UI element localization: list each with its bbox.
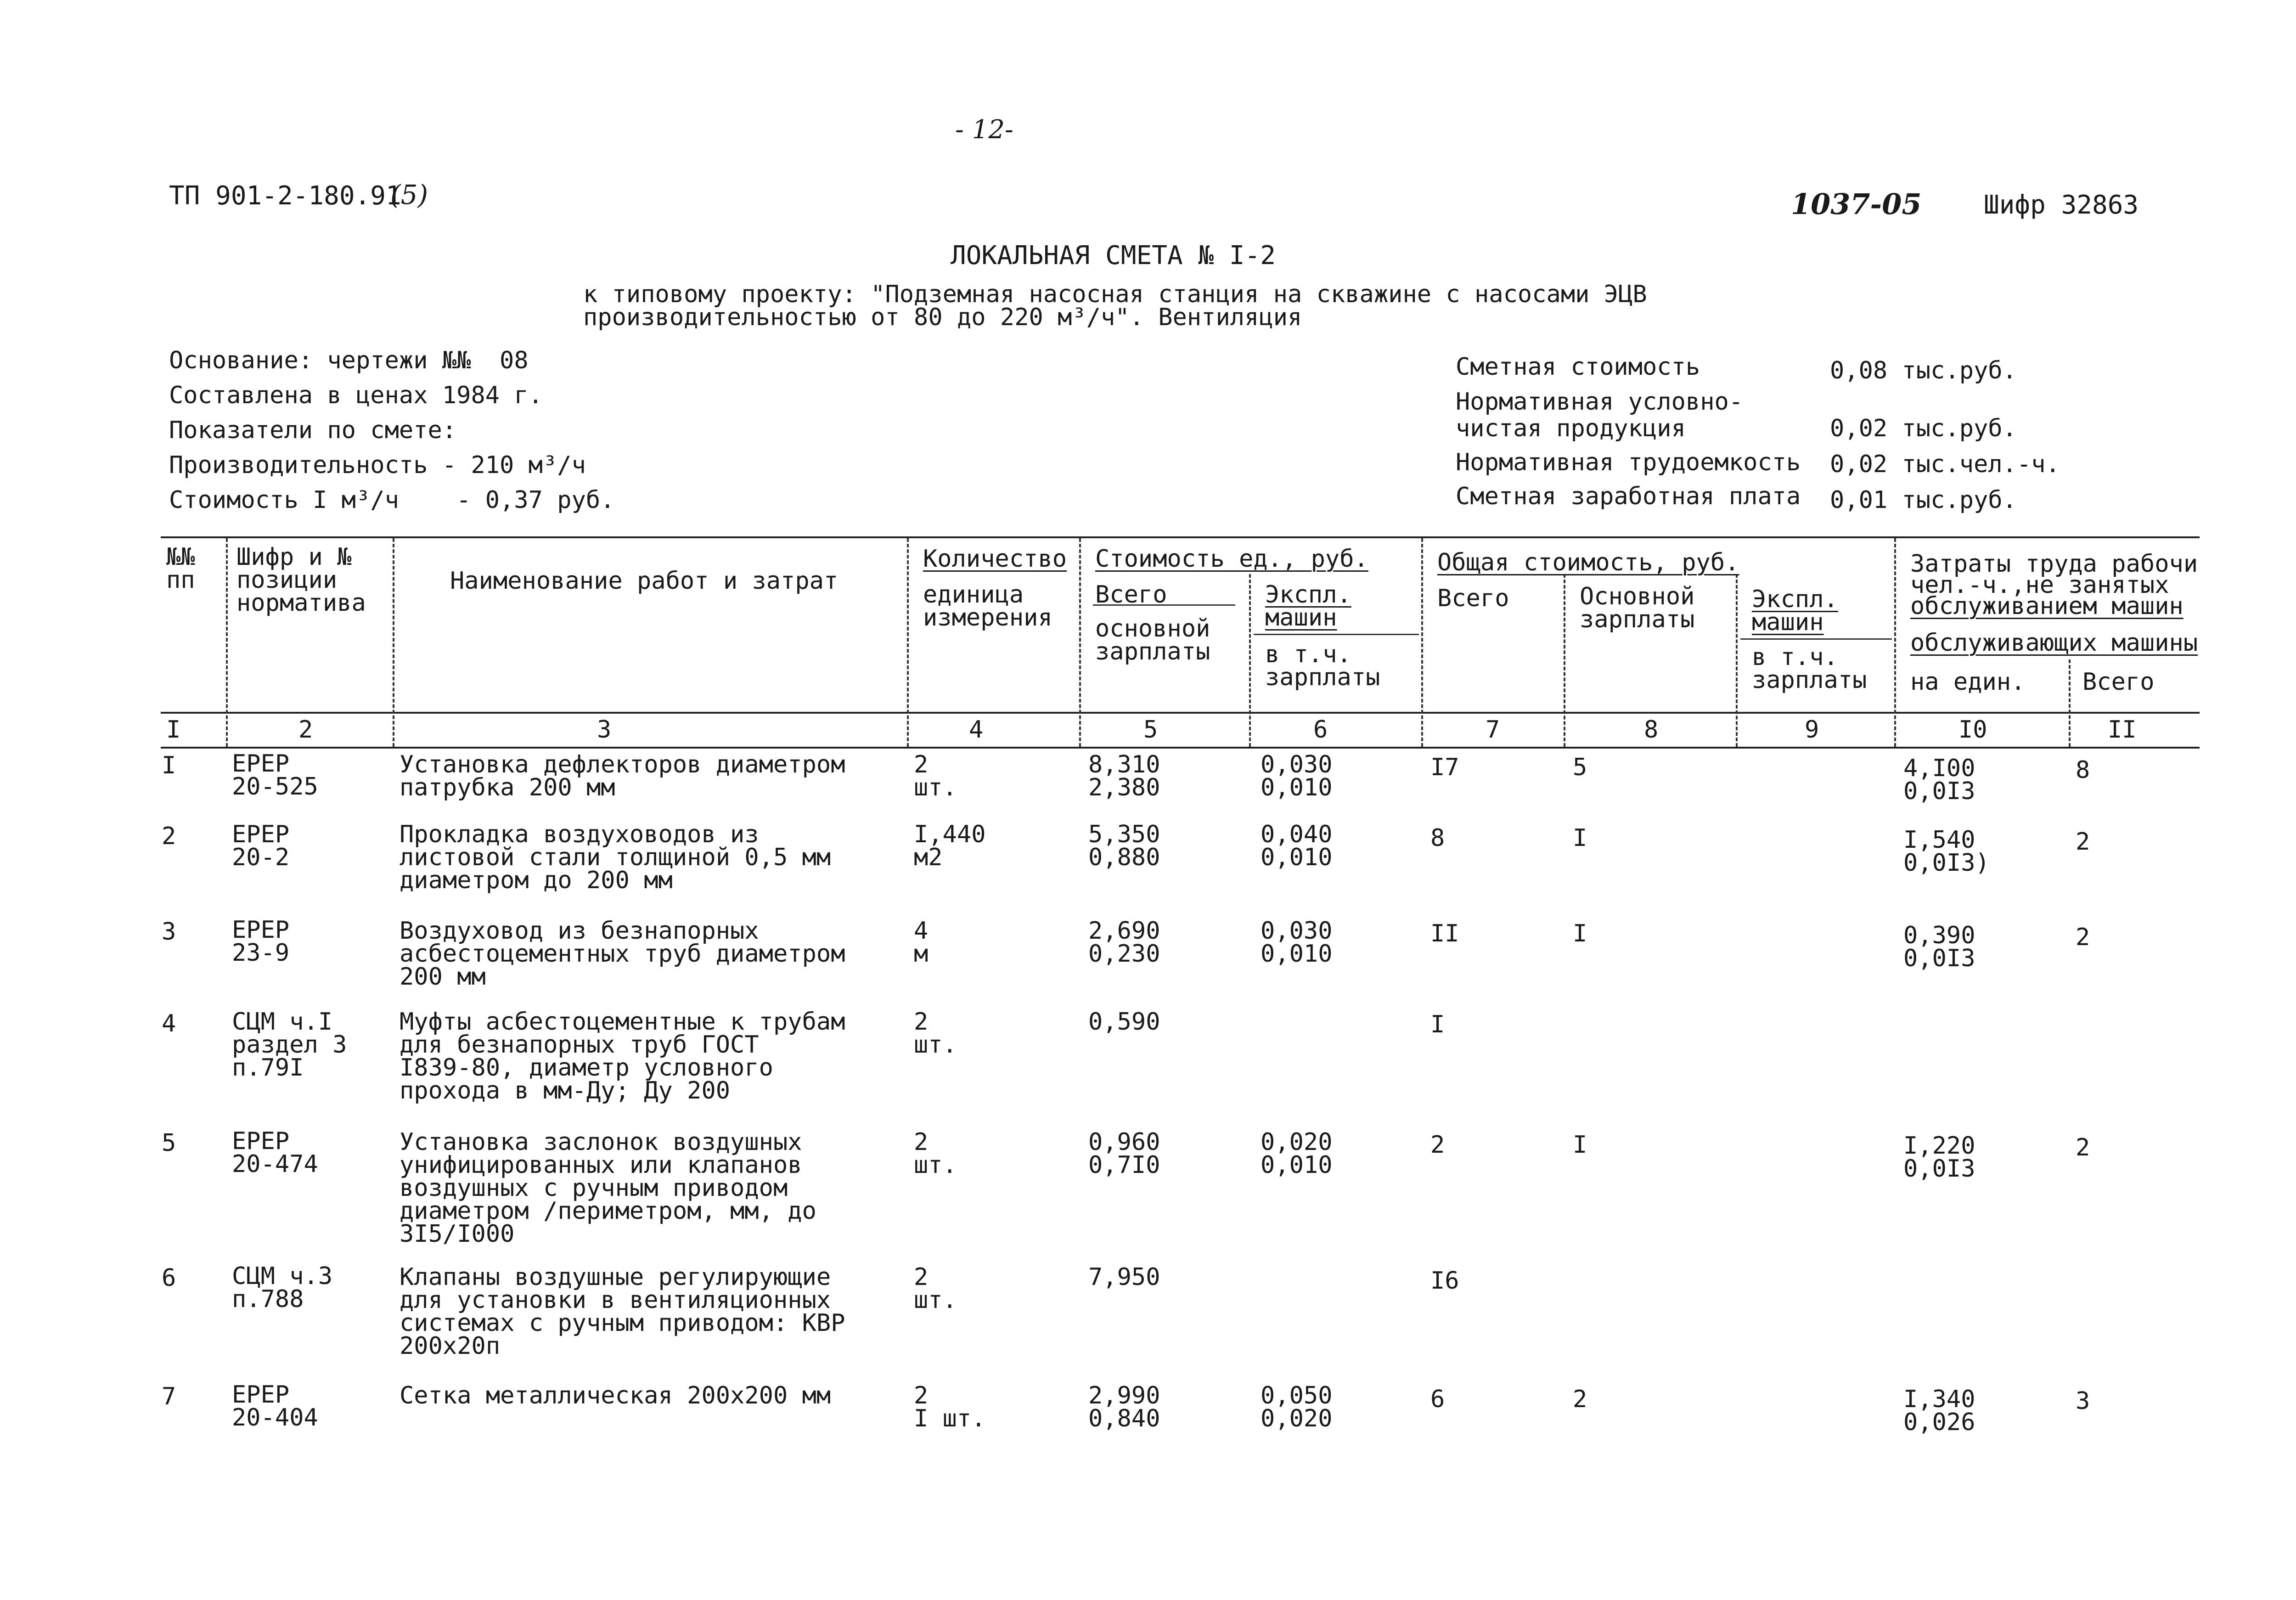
row-7-machines: 0,050 0,020 (1261, 1382, 1333, 1432)
col-sep-10 (2069, 659, 2071, 747)
subtitle-line-2: производительностью от 80 до 220 м³/ч". Вентиляция (583, 304, 1302, 331)
row-6-total: I6 (1430, 1267, 1459, 1295)
col-number-7: 7 (1486, 716, 1500, 744)
row-7-quantity: 2 I шт. (914, 1382, 986, 1432)
header-quantity: Количество (923, 545, 1067, 573)
row-1-salary: 5 (1573, 754, 1587, 781)
header-unit-cost-group: Стоимость ед., руб. (1095, 545, 1368, 573)
row-1-name: Установка дефлекторов диаметром патрубка 200 мм (400, 751, 845, 801)
header-labor-total: Всего (2082, 668, 2155, 696)
header-total-cost-total: Всего (1437, 585, 1509, 612)
row-3-labor-unit: 0,390 0,0I3 (1903, 922, 1975, 972)
info-wage-value: 0,01 тыс.руб. (1830, 486, 2017, 514)
col-number-4: 4 (969, 716, 984, 744)
row-1-labor-total: 8 (2076, 756, 2090, 784)
table-numbers-rule (161, 747, 2200, 749)
col-sep-5 (1249, 574, 1251, 747)
row-3-salary: I (1573, 920, 1587, 947)
info-labor-value: 0,02 тыс.чел.-ч. (1830, 451, 2060, 478)
col-sep-2 (393, 538, 394, 747)
row-6-quantity: 2 шт. (914, 1263, 957, 1314)
header-work-name: Наименование работ и затрат (450, 567, 838, 595)
row-5-number: 5 (162, 1129, 176, 1157)
header-unit-cost-machines: Экспл. машин (1265, 581, 1351, 631)
col-sep-7 (1564, 574, 1565, 747)
info-estimated-cost-value: 0,08 тыс.руб. (1830, 357, 2017, 384)
header-labor-group-line-3: обслуживанием машин (1910, 592, 2183, 620)
header-unit-measure: единица измерения (923, 581, 1052, 631)
handwritten-code: 1037-05 (1791, 187, 1922, 221)
row-6-code: СЦМ ч.3 п.788 (232, 1262, 333, 1313)
row-4-name: Муфты асбестоцементные к трубам для безнапорных труб ГОСТ I839-80, диаметр условного прохода в мм-Ду; Ду 200 (400, 1008, 845, 1104)
row-7-labor-total: 3 (2076, 1387, 2090, 1415)
row-2-quantity: I,440 м2 (914, 821, 986, 871)
row-6-number: 6 (162, 1264, 176, 1292)
col-sep-1 (226, 538, 228, 747)
row-3-number: 3 (162, 918, 176, 946)
table-top-rule (161, 536, 2200, 538)
info-estimated-cost-label: Сметная стоимость (1456, 353, 1700, 381)
info-net-product-label: Нормативная условно- чистая продукция (1456, 388, 1744, 442)
header-labor-group-line-1: Затраты труда рабочи (1910, 550, 2198, 578)
header-labor-group-line-2: чел.-ч.,не занятых (1910, 571, 2169, 599)
info-labor-label: Нормативная трудоемкость (1456, 449, 1801, 476)
row-5-quantity: 2 шт. (914, 1128, 957, 1179)
info-indicators: Показатели по смете: (169, 417, 457, 444)
row-3-unit-cost: 2,690 0,230 (1088, 917, 1160, 968)
row-2-total: 8 (1430, 824, 1445, 852)
col-number-5: 5 (1143, 716, 1158, 744)
document-code-suffix: (5) (390, 179, 428, 210)
row-4-total: I (1430, 1011, 1445, 1038)
header-labor-per-unit: на един. (1910, 668, 2026, 696)
col-sep-3 (907, 538, 909, 747)
row-1-unit-cost: 8,310 2,380 (1088, 751, 1160, 801)
info-prices: Составлена в ценах 1984 г. (169, 382, 543, 409)
info-wage-label: Сметная заработная плата (1456, 483, 1801, 510)
header-total-cost-machines: Экспл. машин (1752, 586, 1838, 636)
row-1-code: ЕРЕР 20-525 (232, 750, 318, 800)
header-row-number: №№ пп (166, 543, 195, 594)
row-5-labor-unit: I,220 0,0I3 (1903, 1132, 1975, 1183)
row-4-unit-cost: 0,590 (1088, 1008, 1160, 1036)
subtitle-line-1: к типовому проекту: "Подземная насосная станция на скважине с насосами ЭЦВ (583, 281, 1647, 308)
row-5-code: ЕРЕР 20-474 (232, 1127, 318, 1178)
col-number-8: 8 (1644, 716, 1659, 744)
page-number: - 12- (955, 115, 1013, 145)
rule-total-machines (1740, 638, 1892, 640)
row-5-salary: I (1573, 1131, 1587, 1159)
col-number-1: I (166, 716, 181, 744)
row-7-number: 7 (162, 1383, 176, 1410)
row-2-labor-total: 2 (2076, 828, 2090, 856)
row-3-name: Воздуховод из безнапорных асбестоцементных труб диаметром 200 мм (400, 917, 845, 991)
header-labor-group-line-4: обслуживающих машины (1910, 629, 2198, 657)
row-2-salary: I (1573, 824, 1587, 852)
rule-unit-machines (1254, 634, 1419, 635)
row-1-quantity: 2 шт. (914, 751, 957, 801)
row-4-code: СЦМ ч.I раздел 3 п.79I (232, 1008, 347, 1082)
col-number-9: 9 (1805, 716, 1819, 744)
header-unit-cost-total: Всего (1095, 581, 1167, 608)
col-sep-4 (1079, 538, 1081, 747)
cipher: Шифр 32863 (1984, 190, 2139, 220)
row-1-number: I (162, 752, 176, 779)
row-7-total: 6 (1430, 1386, 1445, 1413)
row-1-total: I7 (1430, 754, 1459, 781)
row-7-name: Сетка металлическая 200х200 мм (400, 1382, 831, 1409)
row-3-quantity: 4 м (914, 917, 929, 968)
row-7-labor-unit: I,340 0,026 (1903, 1386, 1975, 1436)
header-unit-cost-incl-salary: в т.ч. зарплаты (1265, 641, 1380, 691)
row-2-unit-cost: 5,350 0,880 (1088, 821, 1160, 871)
row-2-number: 2 (162, 823, 176, 850)
estimate-title: ЛОКАЛЬНАЯ СМЕТА № I-2 (951, 241, 1276, 270)
row-4-number: 4 (162, 1010, 176, 1037)
row-2-labor-unit: I,540 0,0I3) (1903, 826, 1990, 877)
info-net-product-value: 0,02 тыс.руб. (1830, 415, 2017, 442)
document-code: ТП 901-2-180.91 (169, 181, 401, 211)
col-number-6: 6 (1313, 716, 1328, 744)
row-3-machines: 0,030 0,010 (1261, 917, 1333, 968)
row-1-labor-unit: 4,I00 0,0I3 (1903, 755, 1975, 805)
header-total-cost-incl-salary: в т.ч. зарплаты (1752, 643, 1867, 694)
row-2-machines: 0,040 0,010 (1261, 821, 1333, 871)
row-7-code: ЕРЕР 20-404 (232, 1381, 318, 1431)
header-norm-code: Шифр и № позиции норматива (236, 543, 366, 617)
col-sep-9 (1894, 538, 1896, 747)
header-total-cost-group: Общая стоимость, руб. (1437, 549, 1739, 576)
info-capacity: Производительность - 210 м³/ч (169, 451, 586, 479)
row-3-total: II (1430, 920, 1459, 947)
info-basis: Основание: чертежи №№ 08 (169, 347, 529, 374)
row-5-labor-total: 2 (2076, 1134, 2090, 1161)
col-number-11: II (2108, 716, 2137, 744)
row-1-machines: 0,030 0,010 (1261, 751, 1333, 801)
info-unit-cost: Стоимость I м³/ч - 0,37 руб. (169, 486, 615, 514)
row-2-name: Прокладка воздуховодов из листовой стали толщиной 0,5 мм диаметром до 200 мм (400, 821, 831, 894)
row-7-salary: 2 (1573, 1386, 1587, 1413)
row-5-machines: 0,020 0,010 (1261, 1128, 1333, 1179)
col-number-2: 2 (298, 716, 313, 744)
row-3-labor-total: 2 (2076, 924, 2090, 951)
col-number-10: I0 (1958, 716, 1987, 744)
col-number-3: 3 (597, 716, 612, 744)
row-3-code: ЕРЕР 23-9 (232, 916, 290, 967)
row-6-name: Клапаны воздушные регулирующие для установки в вентиляционных системах с ручным приводом: КВР 200х20п (400, 1263, 845, 1360)
row-5-total: 2 (1430, 1131, 1445, 1159)
header-total-cost-salary: Основной зарплаты (1580, 583, 1695, 633)
row-4-quantity: 2 шт. (914, 1008, 957, 1059)
row-2-code: ЕРЕР 20-2 (232, 821, 290, 871)
table-header-rule (161, 712, 2200, 714)
col-sep-6 (1421, 538, 1423, 747)
row-5-unit-cost: 0,960 0,7I0 (1088, 1128, 1160, 1179)
row-6-unit-cost: 7,950 (1088, 1263, 1160, 1291)
col-sep-8 (1736, 574, 1738, 747)
row-7-unit-cost: 2,990 0,840 (1088, 1382, 1160, 1432)
header-unit-cost-salary: основной зарплаты (1095, 615, 1210, 665)
row-5-name: Установка заслонок воздушных унифицированных или клапанов воздушных с ручным приводом диаметром /периметром, мм, до 3I5/I000 (400, 1128, 816, 1248)
